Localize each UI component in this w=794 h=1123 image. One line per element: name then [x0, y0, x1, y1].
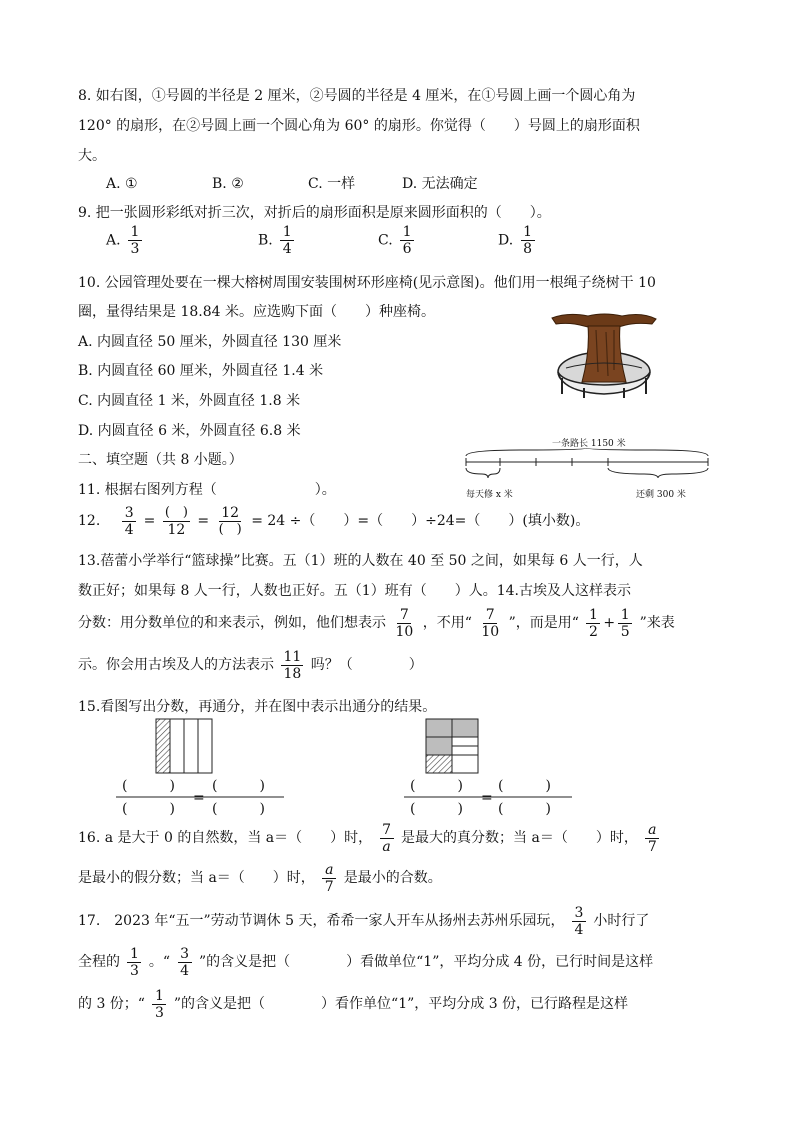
road-segment-diagram — [460, 448, 714, 488]
denominator: 3 — [129, 962, 139, 979]
numerator: 1 — [521, 224, 535, 241]
q8-option-d: D. 无法确定 — [402, 176, 478, 192]
q9-option-b — [258, 224, 297, 257]
q17-line2 — [78, 944, 653, 980]
q14-line3: 分数：用分数单位的和来表示，例如，他们想表示 $\frac{7}{10}$ ，不用“ $\frac{7}{10}$ ”，而是用“ $\frac{1}{2}$ + $\frac{1}{5}$ ”来表 — [78, 606, 675, 640]
q14-fraction-7-10-quoted — [479, 607, 501, 640]
q14-text-e: 示。你会用古埃及人的方法表示 — [78, 657, 274, 673]
q8-option-b: B. ② — [212, 176, 244, 192]
denominator: 12 — [167, 521, 186, 538]
q9-option-c-fraction — [400, 224, 414, 257]
numerator: 1 — [152, 988, 166, 1005]
q16-line2 — [78, 860, 442, 896]
denominator: 4 — [574, 921, 584, 938]
q13-line1: 13.蓓蕾小学举行“篮球操”比赛。五（1）班的人数在 40 至 50 之间，如果每 6 人一行，人 — [78, 553, 643, 569]
numerator-blank: ( ) — [164, 504, 188, 520]
q11-text: 11. 根据右图列方程（ ）。 — [78, 482, 336, 498]
q15-left-numerator-2[interactable]: ( ) — [212, 778, 265, 794]
q9-option-c-label: C. — [378, 232, 393, 249]
denominator: 3 — [130, 241, 140, 257]
tree-ring-seat-illustration — [548, 312, 660, 398]
q8-line3: 大。 — [78, 148, 106, 164]
q15-right-denominator-2[interactable]: ( ) — [498, 801, 551, 817]
denominator: 6 — [402, 241, 412, 257]
q10-option-b: B. 内圆直径 60 厘米，外圆直径 1.4 米 — [78, 363, 324, 379]
denominator: 5 — [620, 623, 630, 640]
q9-option-a-label: A. — [106, 232, 121, 249]
q17-text-c: 全程的 — [78, 954, 120, 970]
numerator: 7 — [483, 607, 497, 624]
q10-option-d: D. 内圆直径 6 米，外圆直径 6.8 米 — [78, 423, 301, 439]
q9-option-d-fraction — [521, 224, 535, 257]
denominator-blank: ( ) — [218, 521, 242, 537]
q16-fraction-a-7-second — [322, 862, 336, 895]
q10-option-a: A. 内圆直径 50 厘米，外圆直径 130 厘米 — [78, 334, 342, 350]
remaining-label: 还剩 300 米 — [636, 490, 686, 500]
q16-fraction-a-7 — [645, 822, 659, 855]
q12-line: 12. $\frac{3}{4}$ = $\frac{( )}{12}$ = $\frac{12}{( )}$ = 24 ÷（ ）=（ ）÷24=（ ）(填小数)。 — [78, 504, 590, 538]
q14-text-c: ”，而是用“ — [508, 615, 579, 631]
q9-option-d — [498, 224, 538, 257]
q8-line2: 120° 的扇形，在②号圆上画一个圆心角为 60° 的扇形。你觉得（ ）号圆上的扇形面积 — [78, 118, 640, 134]
q15-right-numerator-2[interactable]: ( ) — [498, 778, 551, 794]
q17-fraction-3-4 — [572, 905, 586, 938]
denominator: a — [382, 838, 391, 855]
q14-line4 — [78, 648, 423, 682]
q8-option-a: A. ① — [106, 176, 138, 192]
q9-stem: 9. 把一张圆形彩纸对折三次，对折后的扇形面积是原来圆形面积的（ ）。 — [78, 205, 551, 221]
numerator: 1 — [280, 224, 294, 241]
q16-text-d: 是最小的合数。 — [343, 870, 442, 886]
q17-line1 — [78, 903, 649, 939]
q17-fraction-1-3 — [127, 946, 141, 979]
denominator: 10 — [481, 623, 500, 640]
q12-fraction-3-4 — [122, 505, 136, 538]
q14-text-b: ，不用“ — [422, 615, 472, 631]
q14-text-d: ”来表 — [639, 615, 675, 631]
q16-text-b: 是最大的真分数；当 a＝（ ）时， — [401, 830, 638, 846]
denominator: 10 — [395, 623, 414, 640]
q12-fraction-blank-12 — [163, 505, 190, 538]
numerator: 1 — [400, 224, 414, 241]
q14-fraction-1-5 — [618, 607, 632, 640]
numerator: 1 — [586, 607, 600, 624]
q15-left-denominator-1[interactable]: ( ) — [122, 801, 175, 817]
q8-line1: 8. 如右图，①号圆的半径是 2 厘米，②号圆的半径是 4 厘米，在①号圆上画一个圆心角为 — [78, 88, 636, 104]
denominator: 4 — [124, 521, 134, 538]
q16-fraction-7-a — [380, 822, 394, 855]
q15-strip-figure — [155, 718, 213, 774]
numerator: 3 — [572, 905, 586, 922]
numerator: 3 — [122, 505, 136, 522]
q15-left-numerator-1[interactable]: ( ) — [122, 778, 175, 794]
q17-fraction-1-3-quoted — [152, 988, 166, 1021]
numerator: a — [322, 862, 336, 879]
q13-line2: 数正好；如果每 8 人一行，人数也正好。五（1）班有（ ）人。14.古埃及人这样表示 — [78, 583, 631, 599]
q16-line1 — [78, 820, 662, 856]
q9-option-a — [106, 224, 145, 257]
numerator: 12 — [221, 504, 240, 521]
q12-label: 12. — [78, 513, 101, 529]
q9-option-a-fraction — [128, 224, 142, 257]
daily-repair-label: 每天修 x 米 — [466, 490, 513, 500]
q9-option-b-fraction — [280, 224, 294, 257]
q17-text-f: 的 3 份；“ — [78, 996, 145, 1012]
q17-line3 — [78, 986, 628, 1022]
numerator: 7 — [380, 822, 394, 839]
section-2-heading: 二、填空题（共 8 小题。） — [78, 452, 243, 468]
q16-text-a: 16. a 是大于 0 的自然数，当 a＝（ ）时， — [78, 830, 373, 846]
q16-text-c: 是最小的假分数；当 a＝（ ）时， — [78, 870, 315, 886]
q15-right-denominator-1[interactable]: ( ) — [410, 801, 463, 817]
q14-text-f: 吗？（ ） — [310, 657, 423, 673]
q15-right-numerator-1[interactable]: ( ) — [410, 778, 463, 794]
denominator: 4 — [282, 241, 292, 257]
denominator: 3 — [154, 1004, 164, 1021]
q9-option-d-label: D. — [498, 232, 514, 249]
denominator: 8 — [523, 241, 533, 257]
q17-text-d: 。“ — [148, 954, 171, 970]
q15-text: 15.看图写出分数，再通分，并在图中表示出通分的结果。 — [78, 699, 437, 715]
numerator: a — [645, 822, 659, 839]
q15-grid-figure — [425, 718, 479, 774]
numerator: 1 — [618, 607, 632, 624]
q15-right-equals: = — [481, 790, 493, 806]
q14-fraction-11-18 — [281, 649, 303, 682]
q15-left-denominator-2[interactable]: ( ) — [212, 801, 265, 817]
q17-fraction-3-4-quoted — [178, 946, 192, 979]
numerator: 7 — [397, 607, 411, 624]
denominator: 4 — [180, 962, 189, 979]
numerator: 3 — [178, 946, 192, 963]
q9-option-c — [378, 224, 417, 257]
q12-tail: = 24 ÷（ ）=（ ）÷24=（ ）(填小数)。 — [251, 513, 590, 529]
q14-fraction-7-10 — [393, 607, 415, 640]
q10-line1: 10. 公园管理处要在一棵大榕树周围安装围树环形座椅(见示意图)。他们用一根绳子绕树干 10 — [78, 275, 656, 291]
q17-text-b: 小时行了 — [593, 913, 650, 929]
denominator: 18 — [283, 665, 302, 682]
q17-text-a: 17. 2023 年“五一”劳动节调休 5 天，希希一家人开车从扬州去苏州乐园玩， — [78, 913, 565, 929]
q8-option-c: C. 一样 — [308, 176, 356, 192]
q10-option-c: C. 内圆直径 1 米，外圆直径 1.8 米 — [78, 393, 301, 409]
q9-option-b-label: B. — [258, 232, 273, 249]
q14-fraction-1-2 — [586, 607, 600, 640]
q15-left-equals: = — [193, 790, 205, 806]
denominator: 7 — [647, 838, 657, 855]
denominator: 2 — [588, 623, 598, 640]
q17-text-g: ”的含义是把（ ）看作单位“1”，平均分成 3 份，已行路程是这样 — [173, 996, 629, 1012]
q14-text-a: 分数：用分数单位的和来表示，例如，他们想表示 — [78, 615, 386, 631]
q12-fraction-12-blank — [217, 505, 244, 538]
numerator: 1 — [128, 224, 142, 241]
q17-text-e: ”的含义是把（ ）看做单位“1”，平均分成 4 份，已行时间是这样 — [198, 954, 654, 970]
q10-line2: 圈，量得结果是 18.84 米。应选购下面（ ）种座椅。 — [78, 304, 435, 320]
numerator: 1 — [127, 946, 141, 963]
numerator: 11 — [283, 648, 302, 665]
road-length-label: 一条路长 1150 米 — [552, 439, 626, 449]
denominator: 7 — [324, 878, 334, 895]
